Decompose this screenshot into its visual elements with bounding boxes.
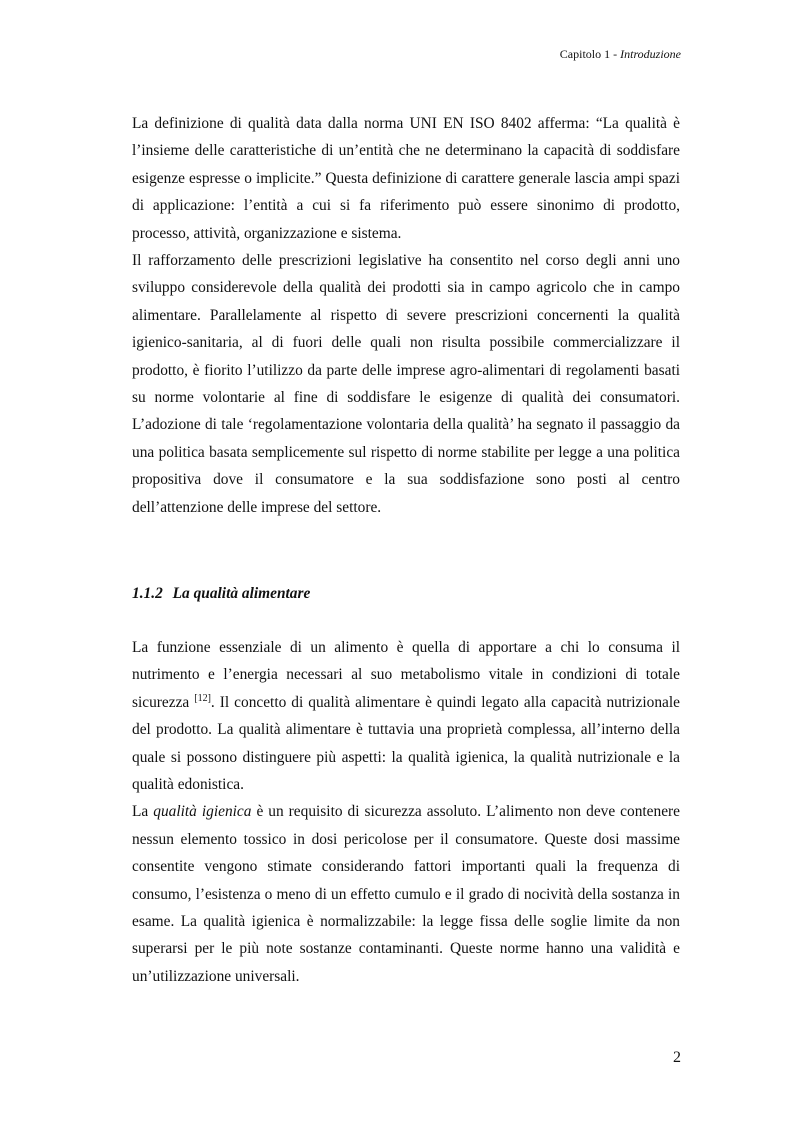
header-chapter: Capitolo 1 -	[559, 47, 621, 61]
section-heading	[132, 580, 310, 607]
body-text-block	[132, 634, 680, 990]
paragraph-legislative-prescriptions: Il rafforzamento delle prescrizioni legislative ha consentito nel corso degli anni uno sviluppo considerevole della qualità dei prodotti sia in campo agricolo che in campo alimentare. Parallelamente al rispetto di severe prescrizioni concernenti la qualità igienico-sanitaria, al di fuori delle quali non risulta possibile commercializzare il prodotto, è fiorito l’utilizzo da parte delle imprese agro-alimentari di regolamenti basati su norme volontarie al fine di soddisfare le esigenze di qualità dei consumatori. L’adozione di tale ‘regolamentazione volontaria della qualità’ ha segnato il passaggio da una politica basata semplicemente sul rispetto di norme stabilite per legge a una politica propositiva dove il consumatore e la sua soddisfazione sono posti al centro dell’attenzione delle imprese del settore.	[132, 252, 680, 516]
paragraph-essential-function-continued: . Il concetto di qualità alimentare è quindi legato alla capacità nutrizionale del prodotto. La qualità alimentare è tuttavia una proprietà complessa, all’interno della quale si possono distinguere più aspetti: la qualità igienica, la qualità nutrizionale e la qualità edonistica.	[132, 693, 680, 794]
paragraph-iso-definition: La definizione di qualità data dalla norma UNI EN ISO 8402 afferma: “La qualità è l’insieme delle caratteristiche di un’entità che ne determinano la capacità di soddisfare esigenze espresse o implicite.” Questa definizione di carattere generale lascia ampi spazi di applicazione: l’entità a cui si fa riferimento può essere sinonimo di prodotto, processo, attività, organizzazione e sistema.	[132, 115, 680, 242]
page-number: 2	[673, 1049, 681, 1066]
intro-text-block	[132, 110, 680, 521]
paragraph-hygienic-quality-lead: La	[132, 803, 154, 821]
section-number: 1.1.2	[132, 585, 163, 602]
paragraph-essential-function	[132, 634, 680, 798]
running-header	[560, 46, 681, 62]
paragraph-essential-function-text: La funzione essenziale di un alimento è quella di apportare a chi lo consuma il nutrimento e l’energia necessari al suo metabolismo vitale in condizioni di totale sicurezza	[132, 639, 680, 711]
header-section-title: Introduzione	[620, 47, 681, 61]
emphasized-term: qualità igienica	[153, 803, 252, 821]
paragraph-hygienic-quality-text: è un requisito di sicurezza assoluto. L’alimento non deve contenere nessun elemento tossico in dosi pericolose per il consumatore. Queste dosi massime consentite vengono stimate considerando fattori importanti quali la frequenza di consumo, l’esistenza o meno di un effetto cumulo e il grado di nocività della sostanza in esame. La qualità igienica è normalizzabile: la legge fissa delle soglie limite da non superarsi per le più note sostanze contaminanti. Queste norme hanno una validità e un’utilizzazione universali.	[132, 803, 680, 985]
citation-reference: [12]	[194, 692, 211, 704]
paragraph-hygienic-quality	[132, 798, 680, 990]
section-title: La qualità alimentare	[172, 585, 311, 602]
